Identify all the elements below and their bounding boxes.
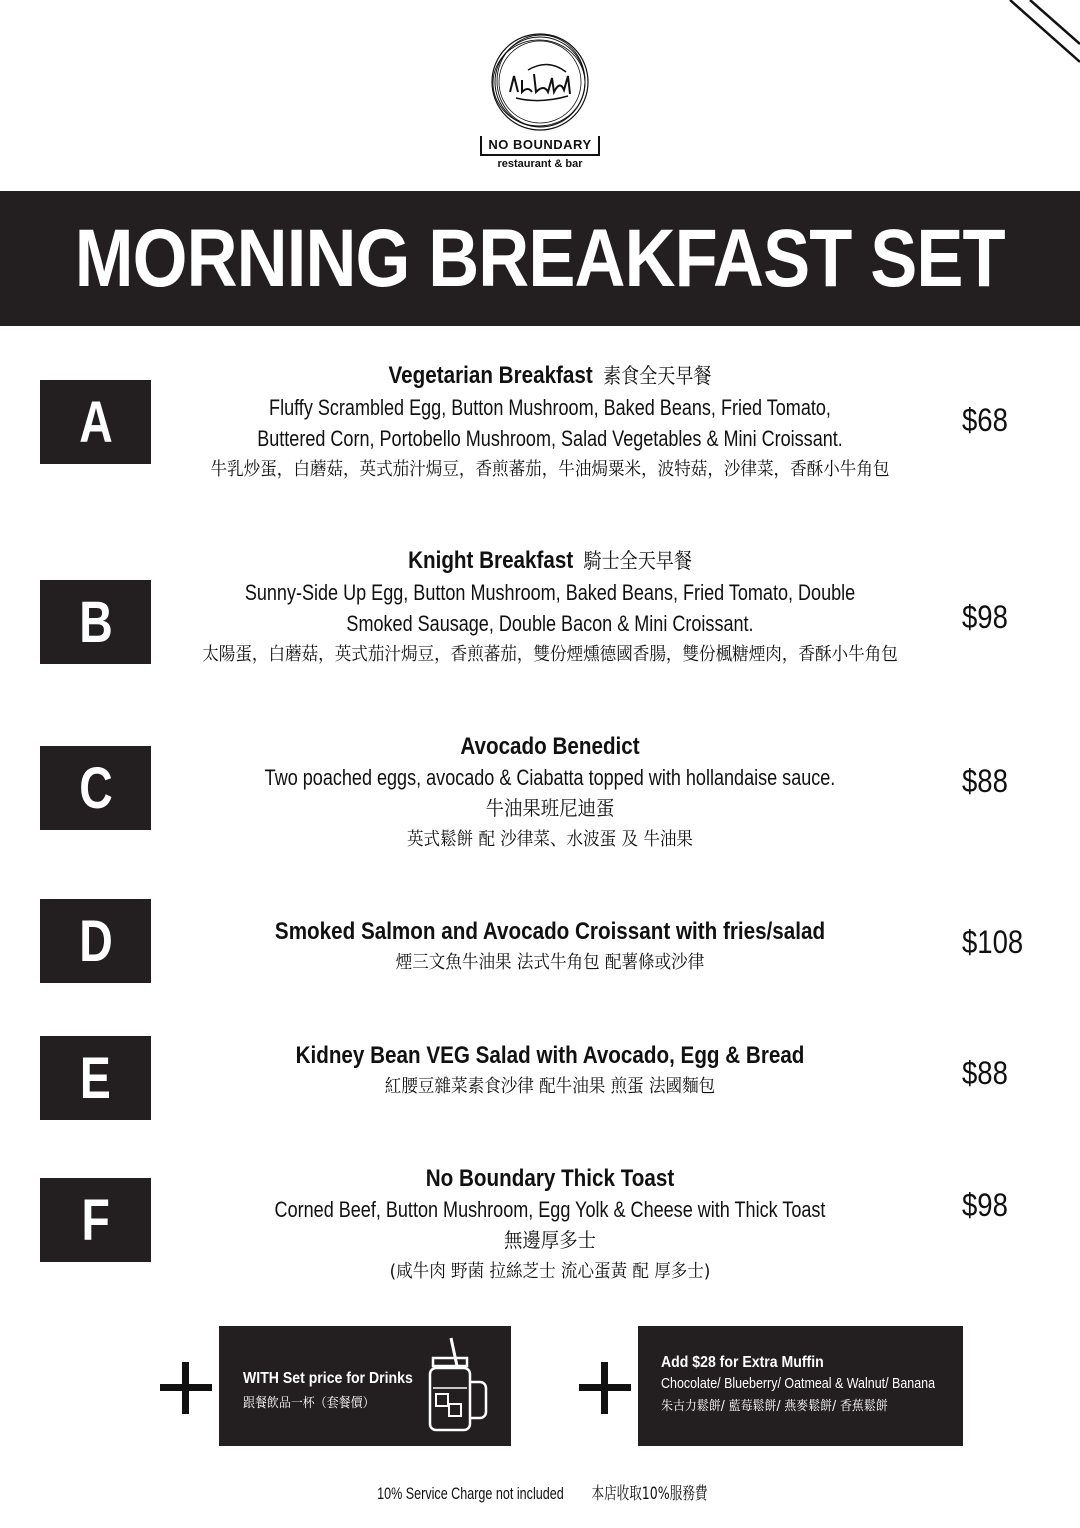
item-price: $68 bbox=[962, 402, 1008, 438]
page-title: MORNING BREAKFAST SET bbox=[74, 212, 1006, 304]
item-letter-badge: B bbox=[40, 580, 151, 664]
item-price: $98 bbox=[962, 1187, 1008, 1223]
drinks-addon-title: WITH Set price for Drinks bbox=[243, 1370, 413, 1387]
item-details bbox=[160, 1163, 940, 1287]
item-description: Smoked Sausage, Double Bacon & Mini Croissant. bbox=[346, 611, 754, 636]
item-details bbox=[160, 916, 940, 978]
item-letter-badge: D bbox=[40, 899, 151, 983]
item-description: Fluffy Scrambled Egg, Button Mushroom, Baked Beans, Fried Tomato, bbox=[269, 395, 831, 420]
item-description: Buttered Corn, Portobello Mushroom, Salad Vegetables & Mini Croissant. bbox=[257, 426, 843, 451]
item-details bbox=[160, 545, 940, 670]
item-description: Sunny-Side Up Egg, Button Mushroom, Baked Beans, Fried Tomato, Double bbox=[244, 580, 856, 605]
brand-subtitle: restaurant & bar bbox=[497, 158, 583, 170]
mason-jar-drink-icon bbox=[423, 1336, 493, 1436]
item-name: No Boundary Thick Toast bbox=[425, 1165, 675, 1192]
item-details bbox=[160, 360, 940, 485]
item-name-zh: 牛油果班尼迪蛋 bbox=[485, 796, 615, 820]
item-description: Corned Beef, Button Mushroom, Egg Yolk & Cheese with Thick Toast bbox=[274, 1197, 826, 1222]
muffin-addon-box bbox=[638, 1326, 963, 1446]
title-banner bbox=[0, 191, 1080, 326]
drinks-addon-zh: 跟餐飲品一杯（套餐價） bbox=[243, 1396, 375, 1411]
item-description-zh: (咸牛肉 野菌 拉絲芝士 流心蛋黃 配 厚多士) bbox=[389, 1261, 711, 1282]
plus-icon bbox=[579, 1362, 631, 1414]
item-description-zh: 煙三文魚牛油果 法式牛角包 配薯條或沙律 bbox=[395, 952, 705, 973]
scribble-circle-logo-icon bbox=[488, 30, 592, 134]
item-description: Two poached eggs, avocado & Ciabatta topped with hollandaise sauce. bbox=[264, 765, 836, 790]
item-price: $88 bbox=[962, 1055, 1008, 1091]
item-letter-badge: E bbox=[40, 1036, 151, 1120]
item-price: $88 bbox=[962, 763, 1008, 799]
brand-name: NO BOUNDARY bbox=[480, 136, 599, 156]
drinks-addon-box bbox=[219, 1326, 511, 1446]
item-name: Kidney Bean VEG Salad with Avocado, Egg & Bread bbox=[295, 1042, 805, 1069]
item-details bbox=[160, 731, 940, 855]
item-price: $98 bbox=[962, 599, 1008, 635]
restaurant-logo bbox=[0, 30, 1080, 171]
muffin-addon-title: Add $28 for Extra Muffin bbox=[661, 1354, 824, 1371]
item-price: $108 bbox=[962, 924, 1024, 960]
item-description-zh: 紅腰豆雜菜素食沙律 配牛油果 煎蛋 法國麵包 bbox=[384, 1076, 716, 1097]
muffin-flavours: Chocolate/ Blueberry/ Oatmeal & Walnut/ Banana bbox=[661, 1376, 936, 1392]
item-details bbox=[160, 1040, 940, 1102]
item-name-zh: 無邊厚多士 bbox=[504, 1228, 596, 1252]
item-name: Avocado Benedict bbox=[460, 733, 640, 760]
item-letter-badge: F bbox=[40, 1178, 151, 1262]
item-description-zh: 太陽蛋，白蘑菇，英式茄汁焗豆，香煎蕃茄，雙份煙燻德國香腸，雙份楓糖煙肉，香酥小牛角包 bbox=[202, 644, 898, 665]
item-description-zh: 牛乳炒蛋，白蘑菇，英式茄汁焗豆，香煎蕃茄，牛油焗粟米，波特菇，沙律菜，香酥小牛角包 bbox=[210, 459, 890, 480]
muffin-flavours-zh: 朱古力鬆餅/ 藍莓鬆餅/ 燕麥鬆餅/ 香蕉鬆餅 bbox=[661, 1399, 888, 1414]
item-name: Vegetarian Breakfast 素食全天早餐 bbox=[388, 362, 712, 389]
service-charge-note: 10% Service Charge not included 本店收取10%服務費 bbox=[377, 1484, 709, 1504]
item-name: Knight Breakfast 騎士全天早餐 bbox=[408, 547, 692, 574]
item-letter-badge: A bbox=[40, 380, 151, 464]
item-name: Smoked Salmon and Avocado Croissant with fries/salad bbox=[274, 918, 826, 945]
plus-icon bbox=[160, 1362, 212, 1414]
item-letter-badge: C bbox=[40, 746, 151, 830]
item-description-zh: 英式鬆餅 配 沙律菜、水波蛋 及 牛油果 bbox=[406, 829, 694, 850]
